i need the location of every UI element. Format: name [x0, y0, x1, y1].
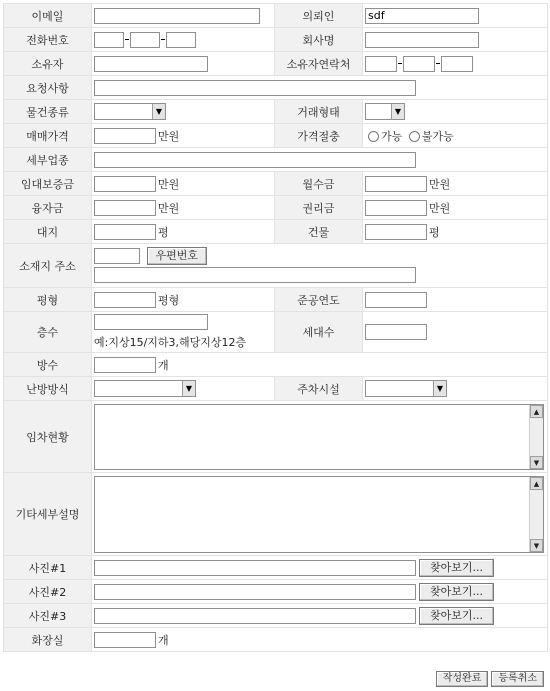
photo2-file-input[interactable]: [94, 584, 416, 600]
loan-input[interactable]: [94, 200, 156, 216]
unit-label: 만원: [429, 201, 451, 215]
monthly-rent-input[interactable]: [365, 176, 427, 192]
lease-status-label: 임차현황: [4, 401, 92, 473]
unit-label: 만원: [158, 201, 180, 215]
unit-label: 평: [429, 225, 440, 239]
form-actions: [433, 671, 544, 687]
premium-input[interactable]: [365, 200, 427, 216]
requester-label: 의뢰인: [275, 4, 363, 28]
email-label: 이메일: [4, 4, 92, 28]
photo2-label: 사진#2: [4, 580, 92, 604]
company-input[interactable]: [365, 32, 479, 48]
rooms-label: 방수: [4, 353, 92, 377]
property-type-select[interactable]: [94, 103, 166, 120]
address-label: 소재지 주소: [4, 244, 92, 288]
floors-hint: 예:지상15/지하3,해당지상12층: [94, 336, 247, 349]
rooms-input[interactable]: [94, 357, 156, 373]
company-label: 회사명: [275, 28, 363, 52]
deal-type-label: 거래형태: [275, 100, 363, 124]
completion-year-label: 준공연도: [275, 288, 363, 312]
deal-type-select[interactable]: [365, 103, 405, 120]
dash: [398, 63, 402, 64]
unit-label: 평형: [158, 293, 180, 307]
loan-label: 융자금: [4, 196, 92, 220]
households-label: 세대수: [275, 312, 363, 353]
registration-form: [3, 3, 548, 652]
scroll-down-icon[interactable]: ▼: [530, 539, 543, 552]
email-input[interactable]: [94, 8, 260, 24]
land-input[interactable]: [94, 224, 156, 240]
unit-label: 만원: [158, 129, 180, 143]
phone-label: 전화번호: [4, 28, 92, 52]
completion-year-input[interactable]: [365, 292, 427, 308]
zipcode-input[interactable]: [94, 248, 140, 264]
submit-button[interactable]: 작성완료: [436, 671, 489, 687]
negotiable-yes-label: 가능: [381, 129, 403, 143]
dash: [436, 63, 440, 64]
business-detail-label: 세부업종: [4, 148, 92, 172]
owner-label: 소유자: [4, 52, 92, 76]
unit-label: 개: [158, 358, 169, 372]
floors-label: 층수: [4, 312, 92, 353]
owner-contact-label: 소유자연락처: [275, 52, 363, 76]
dropdown-arrow-icon: ▼: [152, 104, 165, 119]
bathroom-label: 화장실: [4, 628, 92, 652]
photo1-label: 사진#1: [4, 556, 92, 580]
unit-label: 만원: [158, 177, 180, 191]
building-label: 건물: [275, 220, 363, 244]
owner-input[interactable]: [94, 56, 208, 72]
cancel-button[interactable]: 등록취소: [491, 671, 544, 687]
photo1-file-input[interactable]: [94, 560, 416, 576]
owner-phone-part2-input[interactable]: [403, 56, 435, 72]
request-input[interactable]: [94, 80, 416, 96]
area-type-input[interactable]: [94, 292, 156, 308]
unit-label: 만원: [429, 177, 451, 191]
scrollbar[interactable]: [529, 477, 543, 552]
heating-label: 난방방식: [4, 377, 92, 401]
building-input[interactable]: [365, 224, 427, 240]
scroll-down-icon[interactable]: ▼: [530, 456, 543, 469]
monthly-rent-label: 월수금: [275, 172, 363, 196]
photo3-browse-button[interactable]: 찾아보기...: [419, 607, 494, 625]
owner-phone-part1-input[interactable]: [365, 56, 397, 72]
requester-input[interactable]: [365, 8, 479, 24]
phone-part1-input[interactable]: [94, 32, 124, 48]
dash: [161, 39, 165, 40]
parking-label: 주차시설: [275, 377, 363, 401]
sale-price-input[interactable]: [94, 128, 156, 144]
request-label: 요청사항: [4, 76, 92, 100]
scroll-up-icon[interactable]: ▲: [530, 477, 543, 490]
negotiable-no-label: 불가능: [421, 129, 454, 143]
phone-part3-input[interactable]: [166, 32, 196, 48]
bathroom-input[interactable]: [94, 632, 156, 648]
sale-price-label: 매매가격: [4, 124, 92, 148]
dash: [125, 39, 129, 40]
negotiable-label: 가격절충: [275, 124, 363, 148]
deposit-input[interactable]: [94, 176, 156, 192]
other-desc-textarea[interactable]: [94, 476, 544, 553]
heating-select[interactable]: [94, 380, 196, 397]
unit-label: 개: [158, 633, 169, 647]
photo2-browse-button[interactable]: 찾아보기...: [419, 583, 494, 601]
negotiable-no-radio[interactable]: [409, 131, 420, 142]
other-desc-label: 기타세부설명: [4, 473, 92, 556]
negotiable-yes-radio[interactable]: [368, 131, 379, 142]
property-type-label: 물건종류: [4, 100, 92, 124]
photo3-file-input[interactable]: [94, 608, 416, 624]
scroll-up-icon[interactable]: ▲: [530, 405, 543, 418]
area-type-label: 평형: [4, 288, 92, 312]
dropdown-arrow-icon: ▼: [391, 104, 404, 119]
land-label: 대지: [4, 220, 92, 244]
phone-part2-input[interactable]: [130, 32, 160, 48]
lease-status-textarea[interactable]: [94, 404, 544, 470]
premium-label: 권리금: [275, 196, 363, 220]
floors-input[interactable]: [94, 314, 208, 330]
parking-select[interactable]: [365, 380, 447, 397]
address-input[interactable]: [94, 267, 416, 283]
owner-phone-part3-input[interactable]: [441, 56, 473, 72]
scrollbar[interactable]: [529, 405, 543, 469]
zipcode-button[interactable]: 우편번호: [147, 247, 208, 265]
photo1-browse-button[interactable]: 찾아보기...: [419, 559, 494, 577]
dropdown-arrow-icon: ▼: [433, 381, 446, 396]
dropdown-arrow-icon: ▼: [182, 381, 195, 396]
unit-label: 평: [158, 225, 169, 239]
deposit-label: 임대보증금: [4, 172, 92, 196]
photo3-label: 사진#3: [4, 604, 92, 628]
households-input[interactable]: [365, 324, 427, 340]
business-detail-input[interactable]: [94, 152, 416, 168]
